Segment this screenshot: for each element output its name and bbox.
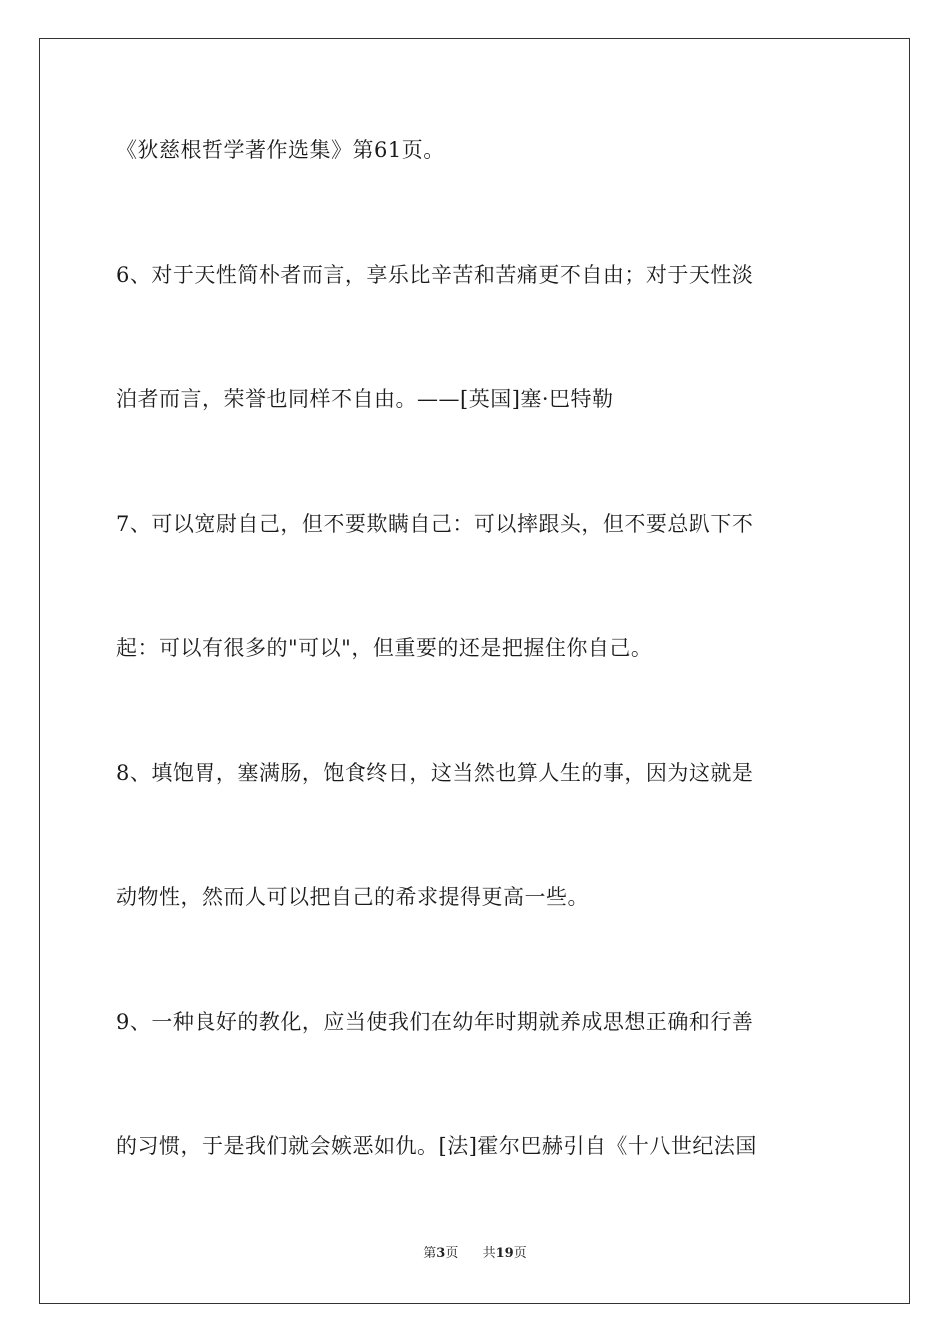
text-line-5: 起：可以有很多的"可以"，但重要的还是把握住你自己。 [116,636,653,660]
text-line-4: 7、可以宽尉自己，但不要欺瞒自己：可以摔跟头，但不要总趴下不 [116,512,754,536]
page-border [39,38,910,1304]
text-line-9: 的习惯，于是我们就会嫉恶如仇。[法]霍尔巴赫引自《十八世纪法国 [116,1134,757,1158]
text-line-3: 泊者而言，荣誉也同样不自由。——[英国]塞·巴特勒 [116,387,614,411]
text-line-2: 6、对于天性简朴者而言，享乐比辛苦和苦痛更不自由；对于天性淡 [116,263,754,287]
total-pages-indicator: 共19页 [482,1246,527,1261]
text-line-7: 动物性，然而人可以把自己的希求提得更高一些。 [116,885,589,909]
total-page-number: 19 [495,1246,514,1261]
text-line-6: 8、填饱胃，塞满肠，饱食终日，这当然也算人生的事，因为这就是 [116,761,754,785]
text-line-1: 《狄慈根哲学著作选集》第61页。 [116,138,445,162]
text-line-8: 9、一种良好的教化，应当使我们在幼年时期就养成思想正确和行善 [116,1010,754,1034]
page-footer [0,1245,950,1263]
page-indicator: 第3页 [423,1246,459,1261]
current-page-number: 3 [436,1246,446,1261]
